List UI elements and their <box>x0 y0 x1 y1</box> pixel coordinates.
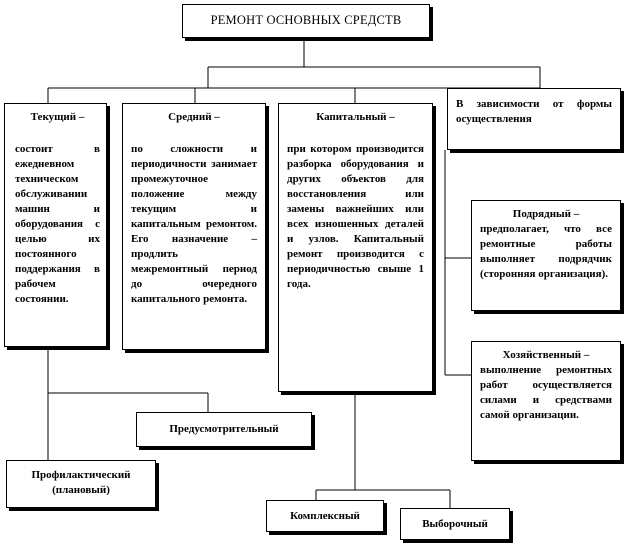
form-header-box <box>447 88 621 150</box>
prophylactic-label: Профилактический (плановый) <box>31 469 131 496</box>
medium-repair-description: по сложности и периодичности занимает промежуточное положение между текущим и капитальным ремонтом. Его назначение – продлить межремонтный период до очередного капитального ремонта. <box>131 143 257 305</box>
preventive-label: Предусмотрительный <box>169 423 279 435</box>
capital-repair-box <box>278 103 433 392</box>
contract-form-description: предполагает, что все ремонтные работы выполняет подрядчик (сторонняя организация). <box>480 223 612 280</box>
selective-label: Выборочный <box>422 518 488 530</box>
preventive-box <box>136 412 312 447</box>
medium-repair-title: Средний – <box>168 111 220 123</box>
economic-form-title: Хозяйственный – <box>502 349 590 361</box>
diagram-title: РЕМОНТ ОСНОВНЫХ СРЕДСТВ <box>210 13 402 27</box>
capital-repair-title: Капитальный – <box>316 111 395 123</box>
complex-box <box>266 500 384 532</box>
current-repair-box <box>4 103 107 347</box>
contract-form-box <box>471 200 621 311</box>
prophylactic-box <box>6 460 156 508</box>
economic-form-description: выполнение ремонтных работ осуществляется силами и средствами самой организации. <box>480 364 612 421</box>
capital-repair-description: при котором производится разборка оборудования и других объектов для восстановления или замены важнейших или всех изношенных деталей и узлов. Капитальный ремонт производится с периодичностью свыше 1 года. <box>287 143 424 290</box>
form-header-text: В зависимости от формы осуществления <box>456 98 612 125</box>
medium-repair-box <box>122 103 266 350</box>
title-box <box>182 4 430 38</box>
complex-label: Комплексный <box>290 510 360 522</box>
selective-box <box>400 508 510 540</box>
current-repair-description: состоит в ежедневном техническом обслуживании машин и оборудования с целью их постоянного поддержания в рабочем состоянии. <box>15 143 100 305</box>
economic-form-box <box>471 341 621 461</box>
current-repair-title: Текущий – <box>30 111 85 123</box>
contract-form-title: Подрядный – <box>512 208 580 220</box>
